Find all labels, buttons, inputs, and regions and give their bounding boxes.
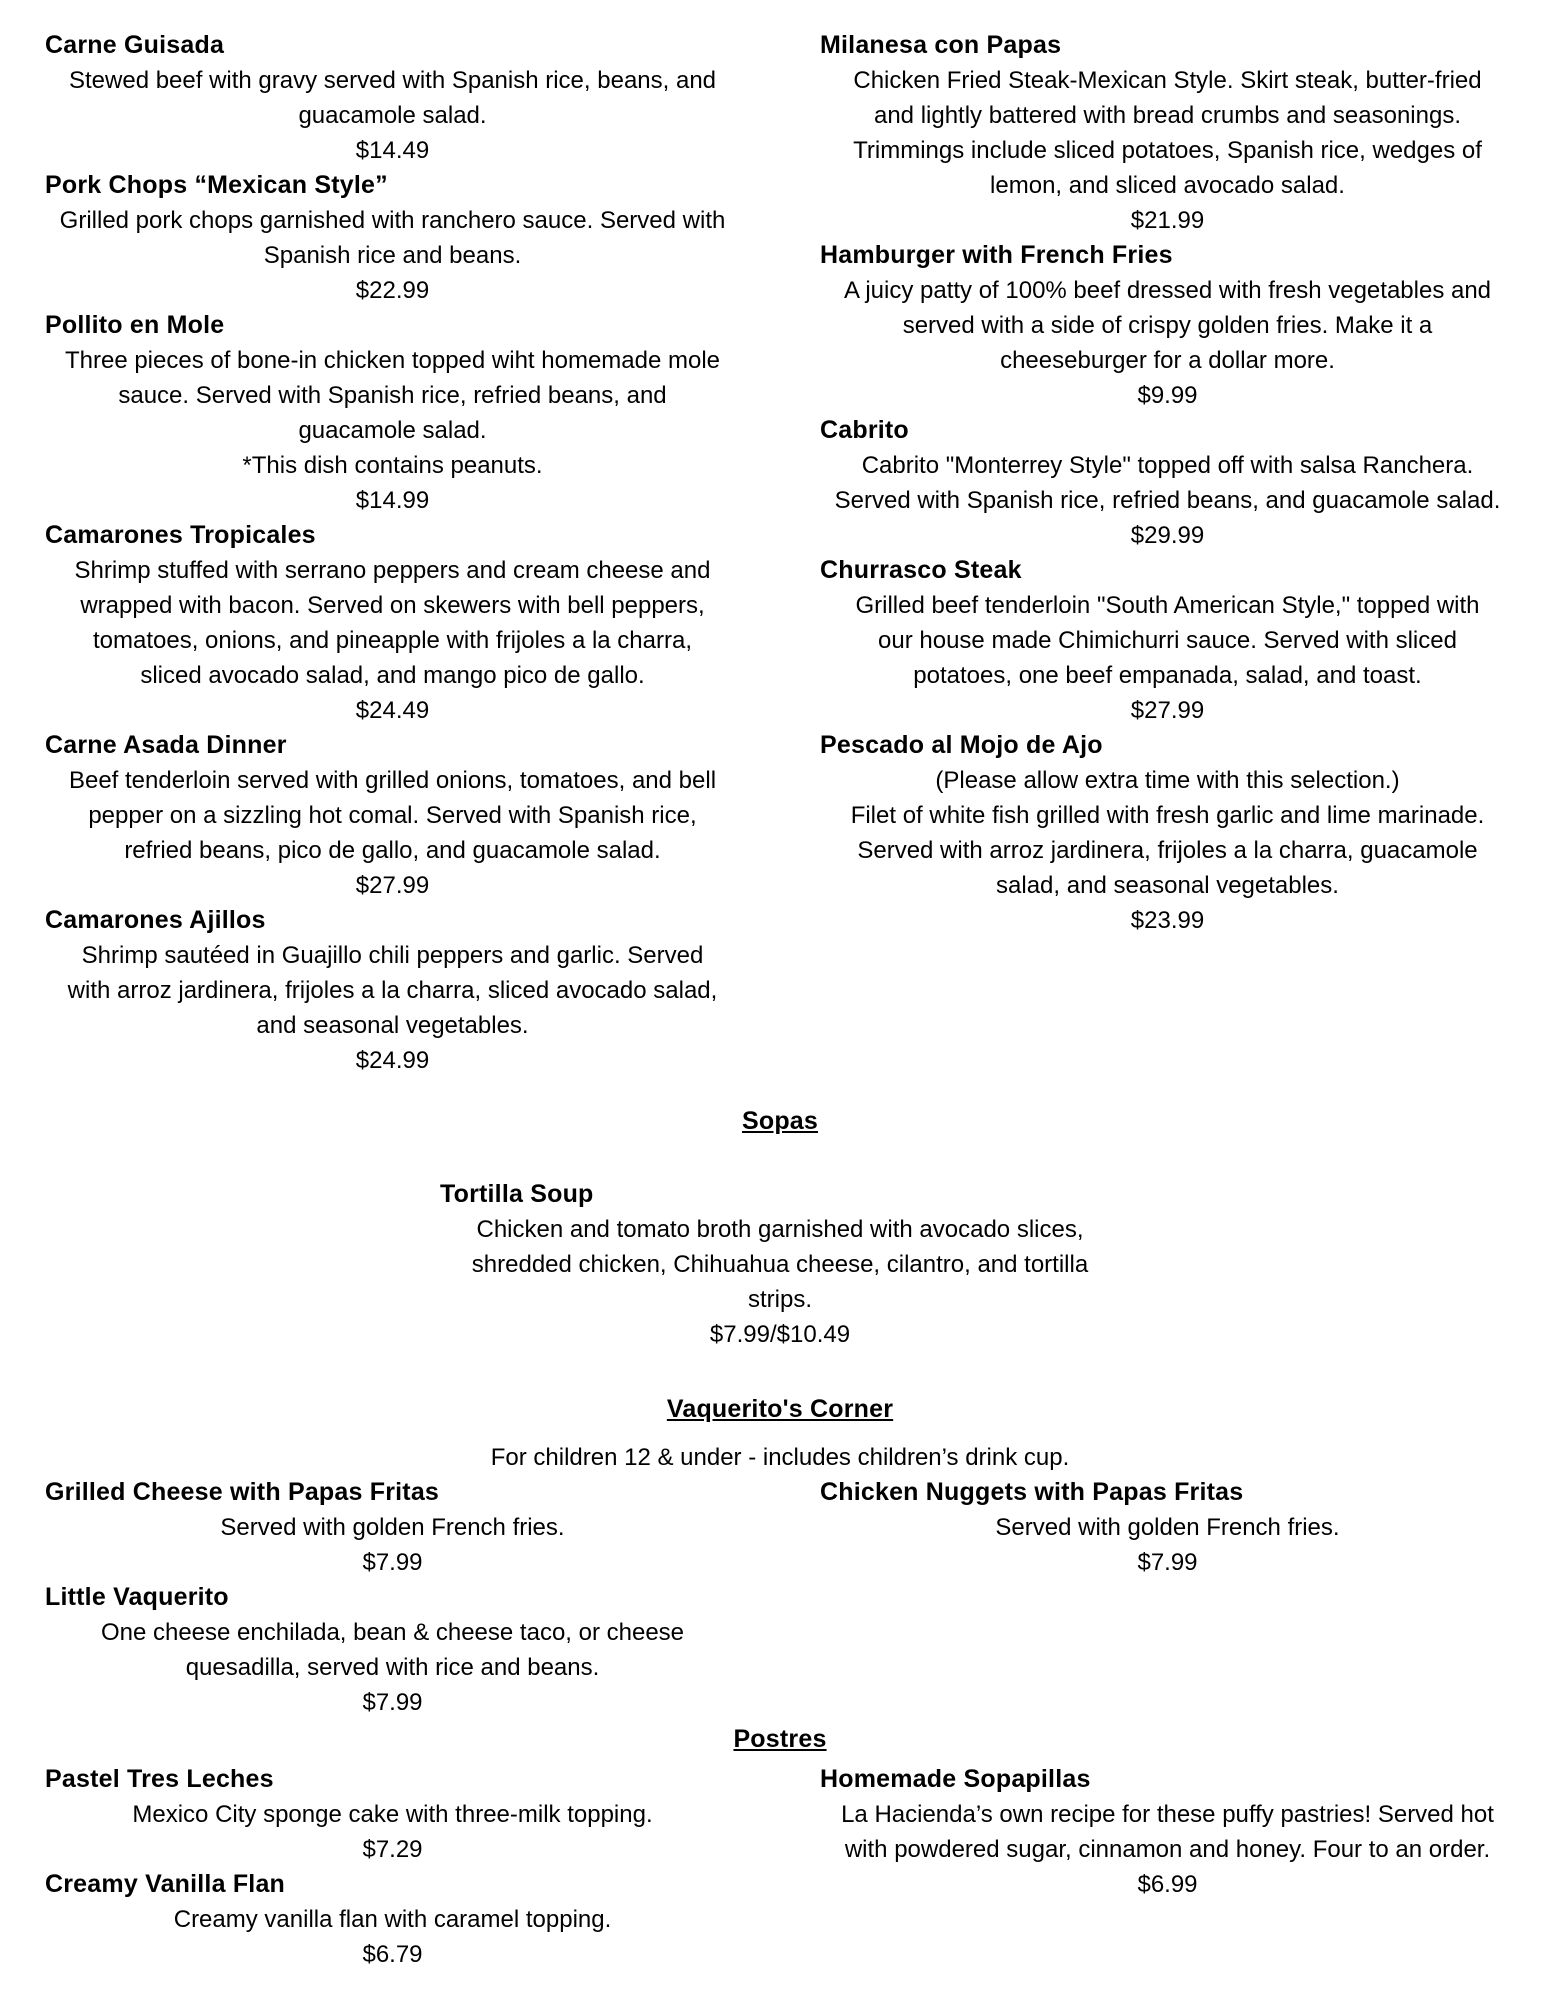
item-desc-line: Stewed beef with gravy served with Spanish rice, beans, and (68, 67, 717, 94)
menu-item-price: $7.99 (362, 1549, 423, 1576)
menu-item-title: Pollito en Mole (45, 311, 225, 339)
item-desc-line: Chicken Fried Steak-Mexican Style. Skirt steak, butter-fried (853, 67, 1482, 94)
menu-item (820, 1762, 1515, 1902)
menu-item-title: Carne Asada Dinner (45, 731, 287, 759)
menu-item-price: $24.99 (355, 1047, 430, 1074)
menu-item-title: Tortilla Soup (440, 1180, 594, 1208)
menu-item (45, 518, 740, 728)
menu-item-description (820, 63, 1515, 203)
item-desc-line: served with a side of crispy golden fries. Make it a (902, 312, 1433, 339)
menu-item-title: Milanesa con Papas (820, 31, 1062, 59)
menu-item-title: Pork Chops “Mexican Style” (45, 171, 388, 199)
menu-item-price: $14.49 (355, 137, 430, 164)
item-desc-line: Grilled pork chops garnished with ranchero sauce. Served with (59, 207, 726, 234)
menu-item-price: $14.99 (355, 487, 430, 514)
item-desc-line: potatoes, one beef empanada, salad, and toast. (913, 662, 1422, 689)
item-desc-line: Shrimp sautéed in Guajillo chili peppers and garlic. Served (81, 942, 704, 969)
menu-item-description (45, 1797, 740, 1832)
menu-item (45, 1580, 740, 1720)
item-desc-line: Three pieces of bone-in chicken topped wiht homemade mole (64, 347, 721, 374)
menu-item-description (820, 1510, 1515, 1545)
menu-item-description (45, 343, 740, 483)
menu-item-title: Churrasco Steak (820, 556, 1022, 584)
item-desc-line: Creamy vanilla flan with caramel topping. (173, 1906, 612, 1933)
item-desc-line: Served with golden French fries. (220, 1514, 565, 1541)
item-desc-line: $6.99 (1137, 1871, 1198, 1898)
item-desc-line: Filet of white fish grilled with fresh garlic and lime marinade. (850, 802, 1485, 829)
menu-item-price: $9.99 (1137, 382, 1198, 409)
menu-item (45, 903, 740, 1078)
item-desc-line: Trimmings include sliced potatoes, Spanish rice, wedges of (853, 137, 1482, 164)
item-desc-line: our house made Chimichurri sauce. Served with sliced (878, 627, 1457, 654)
menu-item-description (45, 1902, 740, 1937)
item-desc-line: pepper on a sizzling hot comal. Served with Spanish rice, (88, 802, 697, 829)
item-desc-line: shredded chicken, Chihuahua cheese, cilantro, and tortilla (471, 1251, 1089, 1278)
item-desc-line: Shrimp stuffed with serrano peppers and cream cheese and (74, 557, 711, 584)
menu-item-price: $23.99 (1130, 907, 1205, 934)
menu-item-price: $7.99 (362, 1689, 423, 1716)
item-desc-line: guacamole salad. (298, 102, 487, 129)
menu-item-title: Grilled Cheese with Papas Fritas (45, 1478, 440, 1506)
menu-item-description (45, 203, 740, 273)
vaquerito-right-column (820, 1475, 1515, 1720)
menu-item (45, 28, 740, 168)
menu-item-description (820, 273, 1515, 378)
menu-item (440, 1177, 1120, 1352)
menu-item-price: $27.99 (1130, 697, 1205, 724)
item-desc-line: sliced avocado salad, and mango pico de gallo. (140, 662, 645, 689)
section-heading-sopas: Sopas (741, 1107, 819, 1135)
menu-item-description (440, 1212, 1120, 1317)
menu-item-price: $7.99/$10.49 (709, 1321, 851, 1348)
menu-item (45, 168, 740, 308)
menu-item (45, 308, 740, 518)
item-desc-line: guacamole salad. (298, 417, 487, 444)
menu-item-description (45, 763, 740, 868)
item-desc-line: quesadilla, served with rice and beans. (185, 1654, 600, 1681)
menu-item-description (45, 938, 740, 1043)
item-desc-line: tomatoes, onions, and pineapple with frijoles a la charra, (92, 627, 692, 654)
postres-section (45, 1762, 1515, 1972)
menu-item-title: Chicken Nuggets with Papas Fritas (820, 1478, 1244, 1506)
menu-item-price: $7.99 (1137, 1549, 1198, 1576)
vaquerito-subtitle: For children 12 & under - includes children’s drink cup. (490, 1444, 1070, 1471)
item-desc-line: and lightly battered with bread crumbs and seasonings. (873, 102, 1461, 129)
menu-item-title: Camarones Ajillos (45, 906, 266, 934)
item-desc-line: Spanish rice and beans. (263, 242, 522, 269)
menu-item-title: Homemade Sopapillas (820, 1765, 1091, 1793)
item-desc-line: Served with arroz jardinera, frijoles a la charra, guacamole (857, 837, 1478, 864)
item-desc-line: sauce. Served with Spanish rice, refried beans, and (118, 382, 667, 409)
item-desc-line: Beef tenderloin served with grilled onions, tomatoes, and bell (68, 767, 717, 794)
menu-item-title: Little Vaquerito (45, 1583, 229, 1611)
menu-item-title: Carne Guisada (45, 31, 225, 59)
menu-item-price: $27.99 (355, 872, 430, 899)
item-desc-line: with arroz jardinera, frijoles a la charra, sliced avocado salad, (67, 977, 718, 1004)
item-desc-line: Grilled beef tenderloin "South American Style," topped with (855, 592, 1480, 619)
item-desc-line: strips. (747, 1286, 812, 1313)
item-desc-line: and seasonal vegetables. (256, 1012, 529, 1039)
menu-item-title: Pescado al Mojo de Ajo (820, 731, 1103, 759)
sopas-items (440, 1177, 1120, 1352)
menu-item-price: $7.29 (362, 1836, 423, 1863)
menu-item-description (820, 448, 1515, 518)
item-desc-line: lemon, and sliced avocado salad. (990, 172, 1345, 199)
item-desc-line: La Hacienda’s own recipe for these puffy pastries! Served hot (841, 1801, 1494, 1828)
item-desc-line: Chicken and tomato broth garnished with avocado slices, (476, 1216, 1084, 1243)
item-desc-line: Served with Spanish rice, refried beans, and guacamole salad. (834, 487, 1501, 514)
vaquerito-left-column (45, 1475, 740, 1720)
menu-item (45, 1475, 740, 1580)
menu-item (820, 413, 1515, 553)
menu-item-description (820, 1797, 1515, 1902)
menu-item-price: $29.99 (1130, 522, 1205, 549)
menu-item (820, 728, 1515, 938)
section-heading-postres: Postres (733, 1725, 827, 1753)
menu-item-description (45, 553, 740, 693)
menu-item (820, 238, 1515, 413)
item-desc-line: *This dish contains peanuts. (242, 452, 543, 479)
menu-item (820, 1475, 1515, 1580)
item-desc-line: One cheese enchilada, bean & cheese taco, or cheese (100, 1619, 685, 1646)
menu-item-price: $21.99 (1130, 207, 1205, 234)
entrees-left-column (45, 28, 740, 1078)
menu-item-description (820, 763, 1515, 903)
item-desc-line: Mexico City sponge cake with three-milk topping. (132, 1801, 653, 1828)
menu-item-price: $22.99 (355, 277, 430, 304)
item-desc-line: (Please allow extra time with this selection.) (935, 767, 1400, 794)
menu-item (45, 728, 740, 903)
menu-item (820, 28, 1515, 238)
item-desc-line: salad, and seasonal vegetables. (996, 872, 1339, 899)
postres-left-column (45, 1762, 740, 1972)
menu-item (820, 553, 1515, 728)
menu-item-description (820, 588, 1515, 693)
menu-item (45, 1867, 740, 1972)
menu-item-title: Camarones Tropicales (45, 521, 316, 549)
menu-item-title: Hamburger with French Fries (820, 241, 1173, 269)
item-desc-line: with powdered sugar, cinnamon and honey. Four to an order. (844, 1836, 1491, 1863)
menu-item-price: $6.79 (362, 1941, 423, 1968)
item-desc-line: Served with golden French fries. (995, 1514, 1340, 1541)
menu-item-title: Creamy Vanilla Flan (45, 1870, 286, 1898)
vaquerito-section (45, 1475, 1515, 1720)
entrees-right-column (820, 28, 1515, 1078)
menu-item-description (45, 63, 740, 133)
postres-right-column (820, 1762, 1515, 1972)
menu-item-description (45, 1510, 740, 1545)
entrees-section (45, 28, 1515, 1078)
section-heading-vaquerito: Vaquerito's Corner (666, 1395, 894, 1423)
item-desc-line: cheeseburger for a dollar more. (1000, 347, 1335, 374)
menu-item-title: Pastel Tres Leches (45, 1765, 274, 1793)
item-desc-line: Cabrito "Monterrey Style" topped off with salsa Ranchera. (861, 452, 1474, 479)
menu-item-description (45, 1615, 740, 1685)
menu-item-price: $24.49 (355, 697, 430, 724)
item-desc-line: A juicy patty of 100% beef dressed with fresh vegetables and (843, 277, 1492, 304)
item-desc-line: refried beans, pico de gallo, and guacamole salad. (124, 837, 661, 864)
menu-item-title: Cabrito (820, 416, 909, 444)
menu-item (45, 1762, 740, 1867)
item-desc-line: wrapped with bacon. Served on skewers with bell peppers, (80, 592, 705, 619)
